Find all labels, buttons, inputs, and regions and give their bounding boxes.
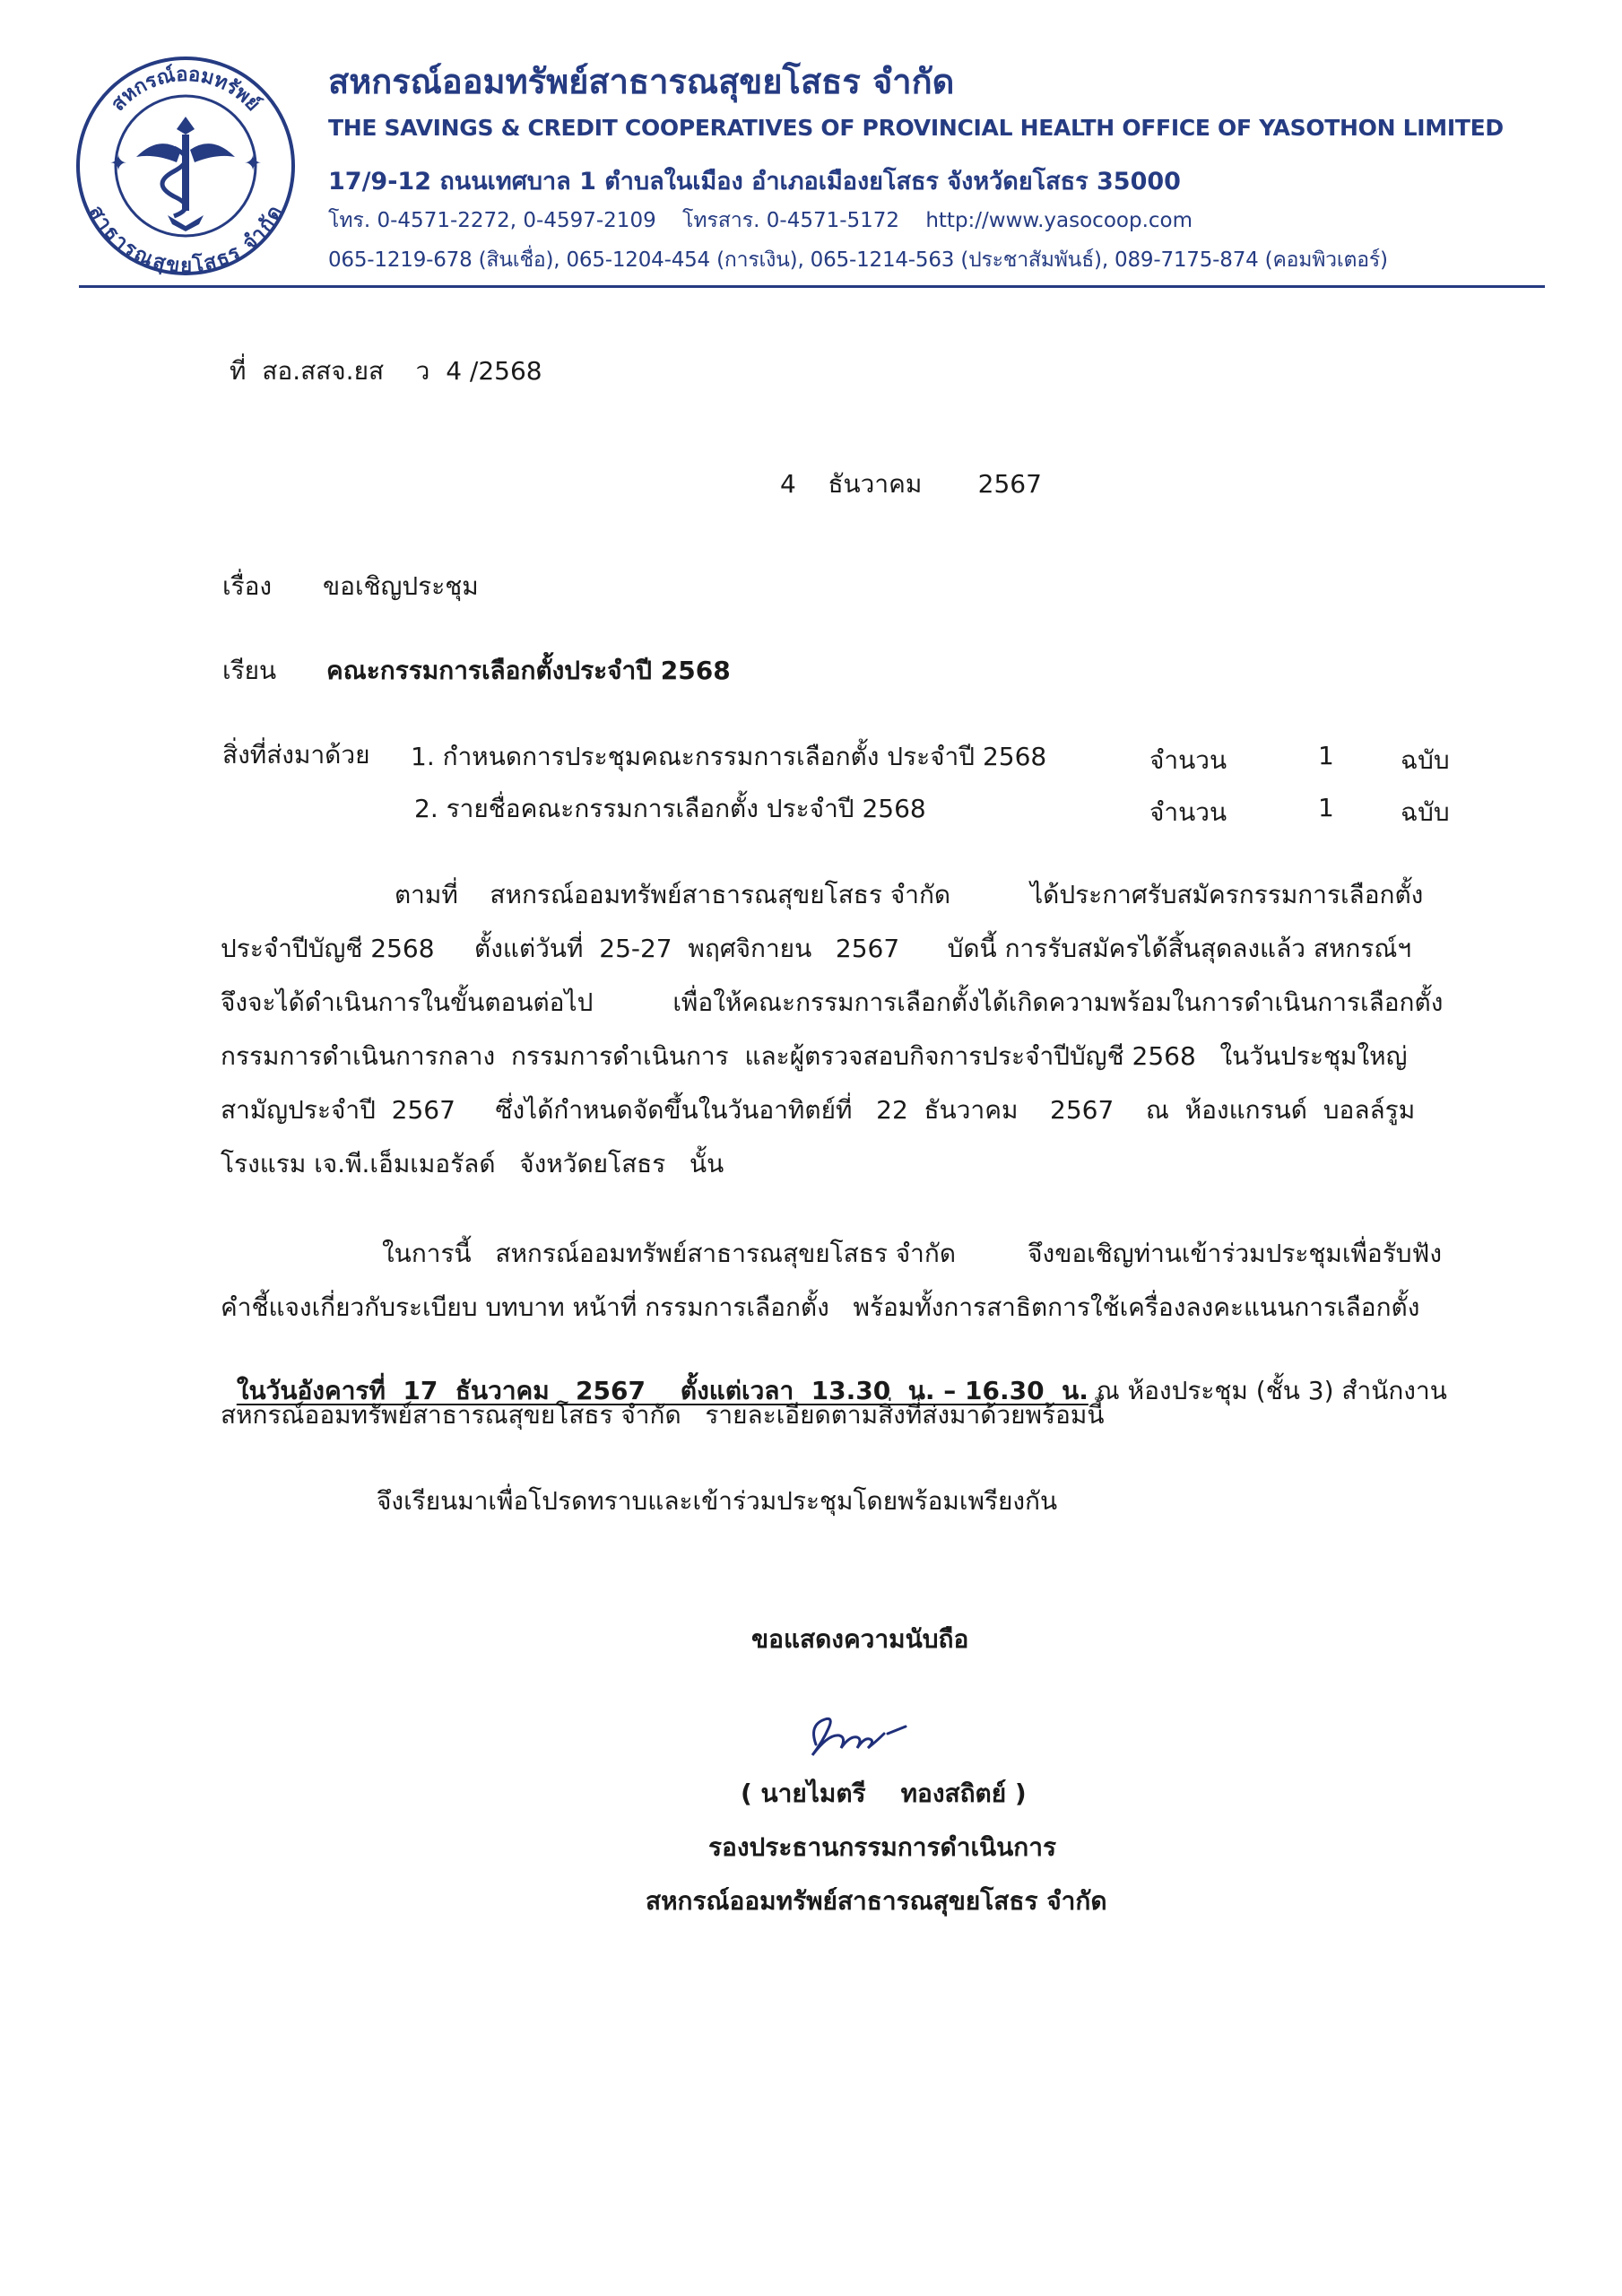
org-contact <box>328 204 1193 237</box>
para1-line-6: โรงแรม เจ.พี.เอ็มเมอรัลด์ จังหวัดยโสธร นั้น <box>221 1149 724 1178</box>
org-fax: โทรสาร. 0-4571-5172 <box>681 209 900 232</box>
enclosure-label: สิ่งที่ส่งมาด้วย <box>222 740 370 770</box>
closing-salutation: ขอแสดงความนับถือ <box>751 1624 969 1654</box>
emblem-icon <box>136 117 235 231</box>
org-website[interactable]: http://www.yasocoop.com <box>925 209 1193 232</box>
to-label: เรียน <box>222 656 277 685</box>
enclosure-2-text: 2. รายชื่อคณะกรรมการเลือกตั้ง ประจำปี 2568 <box>414 794 926 823</box>
cooperative-logo <box>74 54 298 278</box>
enclosure-1-text: 1. กำหนดการประชุมคณะกรรมการเลือกตั้ง ประจำปี 2568 <box>411 742 1047 771</box>
para1-line-3: จึงจะได้ดำเนินการในขั้นตอนต่อไป เพื่อให้คณะกรรมการเลือกตั้งได้เกิดความพร้อมในการดำเนินการเลือกตั้ง <box>221 987 1444 1017</box>
signer-name: ( นายไมตรี ทองสถิตย์ ) <box>741 1779 1027 1808</box>
meeting-venue: ณ ห้องประชุม (ชั้น 3) สำนักงาน <box>1088 1376 1447 1405</box>
enclosure-1-qty: 1 <box>1318 741 1334 770</box>
org-address: 17/9-12 ถนนเทศบาล 1 ตำบลในเมือง อำเภอเมืองยโสธร จังหวัดยโสธร 35000 <box>328 168 1181 196</box>
org-phones: 065-1219-678 (สินเชื่อ), 065-1204-454 (การเงิน), 065-1214-563 (ประชาสัมพันธ์), 089-7175-874 (คอมพิวเตอร์) <box>328 248 1388 272</box>
org-name-en: THE SAVINGS & CREDIT COOPERATIVES OF PROVINCIAL HEALTH OFFICE OF YASOTHON LIMITED <box>328 115 1504 141</box>
subject: ขอเชิญประชุม <box>323 571 479 601</box>
ref-label: ที่ <box>230 356 247 386</box>
date-month: ธันวาคม <box>828 469 923 499</box>
date-day: 4 <box>780 469 796 499</box>
letter-date <box>780 465 1042 504</box>
logo-text-top: สหกรณ์ออมทรัพย์ <box>107 63 265 116</box>
svg-text:สาธารณสุขยโสธร จำกัด <box>84 203 287 278</box>
recipient: คณะกรรมการเลือกตั้งประจำปี 2568 <box>326 656 731 685</box>
star-left-icon: ✦ <box>109 151 128 176</box>
enclosure-1-qty-label: จำนวน <box>1149 745 1227 775</box>
ref-number: สอ.สสจ.ยส ว 4 /2568 <box>262 356 542 386</box>
para1-line-1: ตามที่ สหกรณ์ออมทรัพย์สาธารณสุขยโสธร จำกัด ได้ประกาศรับสมัครกรรมการเลือกตั้ง <box>395 880 1424 909</box>
para2-line-4: สหกรณ์ออมทรัพย์สาธารณสุขยโสธร จำกัด รายละเอียดตามสิ่งที่ส่งมาด้วยพร้อมนี้ <box>221 1400 1105 1430</box>
org-name-th: สหกรณ์ออมทรัพย์สาธารณสุขยโสธร จำกัด <box>328 62 955 101</box>
ref-line <box>230 352 542 391</box>
signer-title: รองประธานกรรมการดำเนินการ <box>708 1832 1057 1862</box>
signature-image <box>798 1709 932 1771</box>
org-tel: โทร. 0-4571-2272, 0-4597-2109 <box>328 209 656 232</box>
enclosure-2-qty: 1 <box>1318 793 1334 822</box>
date-year: 2567 <box>977 469 1042 499</box>
meeting-datetime: ในวันอังคารที่ 17 ธันวาคม 2567 ตั้งแต่เวลา 13.30 น. – 16.30 น. <box>236 1376 1089 1405</box>
enclosure-1-unit: ฉบับ <box>1401 745 1450 775</box>
signer-org: สหกรณ์ออมทรัพย์สาธารณสุขยโสธร จำกัด <box>646 1886 1107 1916</box>
enclosure-2-unit: ฉบับ <box>1401 797 1450 827</box>
para2-line-1: ในการนี้ สหกรณ์ออมทรัพย์สาธารณสุขยโสธร จำกัด จึงขอเชิญท่านเข้าร่วมประชุมเพื่อรับฟัง <box>382 1239 1443 1268</box>
subject-label: เรื่อง <box>222 571 273 601</box>
para2-line-2: คำชี้แจงเกี่ยวกับระเบียบ บทบาท หน้าที่ กรรมการเลือกตั้ง พร้อมทั้งการสาธิตการใช้เครื่องลงคะแนนการเลือกตั้ง <box>221 1292 1420 1322</box>
para1-line-5: สามัญประจำปี 2567 ซึ่งได้กำหนดจัดขึ้นในวันอาทิตย์ที่ 22 ธันวาคม 2567 ณ ห้องแกรนด์ บอลล์รูม <box>221 1095 1416 1125</box>
enclosure-2-qty-label: จำนวน <box>1149 797 1227 827</box>
logo-text-bottom: สาธารณสุขยโสธร จำกัด <box>84 202 287 278</box>
svg-text:สหกรณ์ออมทรัพย์ <box>107 64 265 116</box>
star-right-icon: ✦ <box>244 151 263 176</box>
para1-line-4: กรรมการดำเนินการกลาง กรรมการดำเนินการ และผู้ตรวจสอบกิจการประจำปีบัญชี 2568 ในวันประชุมใหญ่ <box>221 1041 1408 1071</box>
header-divider <box>79 285 1545 288</box>
closing-line: จึงเรียนมาเพื่อโปรดทราบและเข้าร่วมประชุมโดยพร้อมเพรียงกัน <box>377 1486 1058 1516</box>
para1-line-2: ประจำปีบัญชี 2568 ตั้งแต่วันที่ 25-27 พฤศจิกายน 2567 บัดนี้ การรับสมัครได้สิ้นสุดลงแล้ว สหกรณ์ฯ <box>221 934 1412 963</box>
